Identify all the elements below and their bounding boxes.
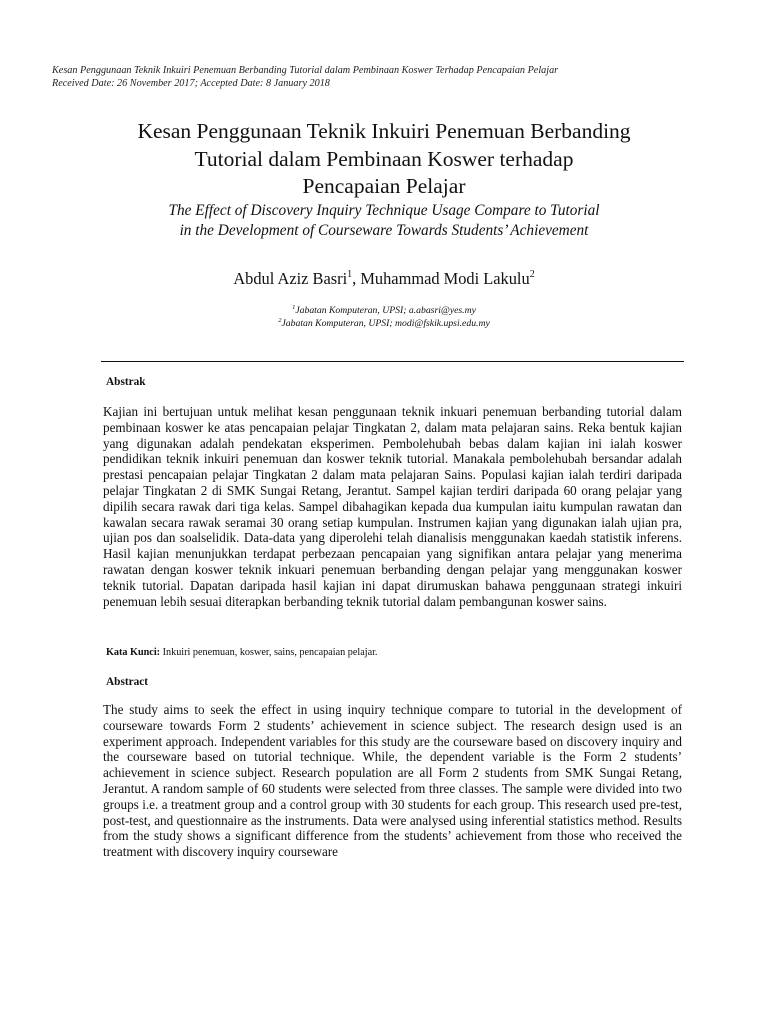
affiliation-1 — [84, 304, 684, 317]
author-affiliation-marker-1: 1 — [347, 269, 353, 280]
affiliation-2 — [84, 317, 684, 330]
paper-title-line-3: Pencapaian Pelajar — [302, 174, 466, 198]
horizontal-divider — [101, 361, 684, 362]
paper-subtitle — [84, 201, 684, 241]
paper-title — [84, 118, 684, 201]
paper-title-line-2: Tutorial dalam Pembinaan Koswer terhadap — [194, 146, 574, 171]
author-list — [84, 268, 684, 290]
affiliation-marker-1: 1 — [292, 304, 296, 311]
running-header-title: Kesan Penggunaan Teknik Inkuiri Penemuan Berbanding Tutorial dalam Pembinaan Koswer Terhadap Pencapaian Pelajar — [52, 65, 559, 76]
affiliations — [84, 304, 684, 330]
abstrak-heading: Abstrak — [106, 376, 146, 388]
affiliation-text-1: Jabatan Komputeran, UPSI; a.abasri@yes.my — [295, 305, 476, 316]
affiliation-text-2: Jabatan Komputeran, UPSI; modi@fskik.upsi.edu.my — [281, 318, 490, 329]
affiliation-marker-2: 2 — [278, 317, 282, 324]
running-header-dates: Received Date: 26 November 2017; Accepted Date: 8 January 2018 — [52, 78, 330, 89]
author-separator: , — [352, 269, 361, 288]
paper-subtitle-line-1: The Effect of Discovery Inquiry Technique Usage Compare to Tutorial — [168, 202, 600, 219]
keywords-text: Inkuiri penemuan, koswer, sains, pencapaian pelajar. — [160, 647, 378, 658]
running-header — [52, 64, 712, 90]
author-name-2: Muhammad Modi Lakulu — [360, 269, 530, 288]
keywords-line — [106, 646, 682, 659]
author-affiliation-marker-2: 2 — [529, 269, 535, 280]
author-name-1: Abdul Aziz Basri — [233, 269, 348, 288]
paper-title-line-1: Kesan Penggunaan Teknik Inkuiri Penemuan Berbanding — [137, 119, 631, 143]
paper-subtitle-line-2: in the Development of Courseware Towards Students’ Achievement — [179, 222, 589, 239]
abstract-body: The study aims to seek the effect in using inquiry technique compare to tutorial in the development of courseware towards Form 2 students’ achievement in science subject. The research design used is an experiment approach. Independent variables for this study are the courseware based on discovery inquiry and the courseware based on tutorial technique. While, the dependent variable is the Form 2 students’ achievement in science subject. Research population are all Form 2 students from SMK Sungai Retang, Jerantut. A random sample of 60 students were selected from three classes. The sample were divided into two groups i.e. a treatment group and a control group with 30 students for each group. This research used pre-test, post-test, and questionnaire as the instruments. Data were analysed using inferential statistics method. Results from the study shows a significant difference from the students’ achievement from those who received the treatment with discovery inquiry courseware — [103, 702, 682, 860]
abstract-heading: Abstract — [106, 676, 149, 688]
abstrak-body: Kajian ini bertujuan untuk melihat kesan penggunaan teknik inkuari penemuan berbanding tutorial dalam pembinaan koswer ke atas pencapaian pelajar Tingkatan 2, dalam mata pelajaran sains. Reka bentuk kajian yang digunakan adalah pendekatan eksperimen. Pembolehubah bebas dalam kajian ini ialah koswer pendidikan teknik inkuiri penemuan dan koswer teknik tutorial. Manakala pembolehubah bersandar adalah prestasi pencapaian pelajar Tingkatan 2 dalam mata pelajaran Sains. Populasi kajian ialah terdiri daripada pelajar Tingkatan 2 di SMK Sungai Retang, Jerantut. Sampel kajian terdiri daripada 60 orang pelajar yang dipilih secara rawak dari tiga kelas. Sampel dibahagikan kepada dua kumpulan iaitu kumpulan rawatan dan kawalan secara rawak seramai 30 orang setiap kumpulan. Instrumen kajian yang digunakan ialah ujian pra, ujian pos dan soalselidik. Data-data yang diperolehi telah dianalisis menggunakan kaedah statistik inferens. Hasil kajian menunjukkan terdapat perbezaan pencapaian yang signifikan antara pelajar yang menerima rawatan dengan koswer teknik inkuari penemuan berbanding dengan pelajar yang menggunakan koswer teknik tutorial. Dapatan daripada hasil kajian ini dapat dirumuskan bahawa penggunaan strategi inkuiri penemuan lebih sesuai diterapkan berbanding teknik tutorial dalam pembangunan koswer sains. — [103, 404, 682, 609]
keywords-label: Kata Kunci: — [106, 647, 161, 658]
